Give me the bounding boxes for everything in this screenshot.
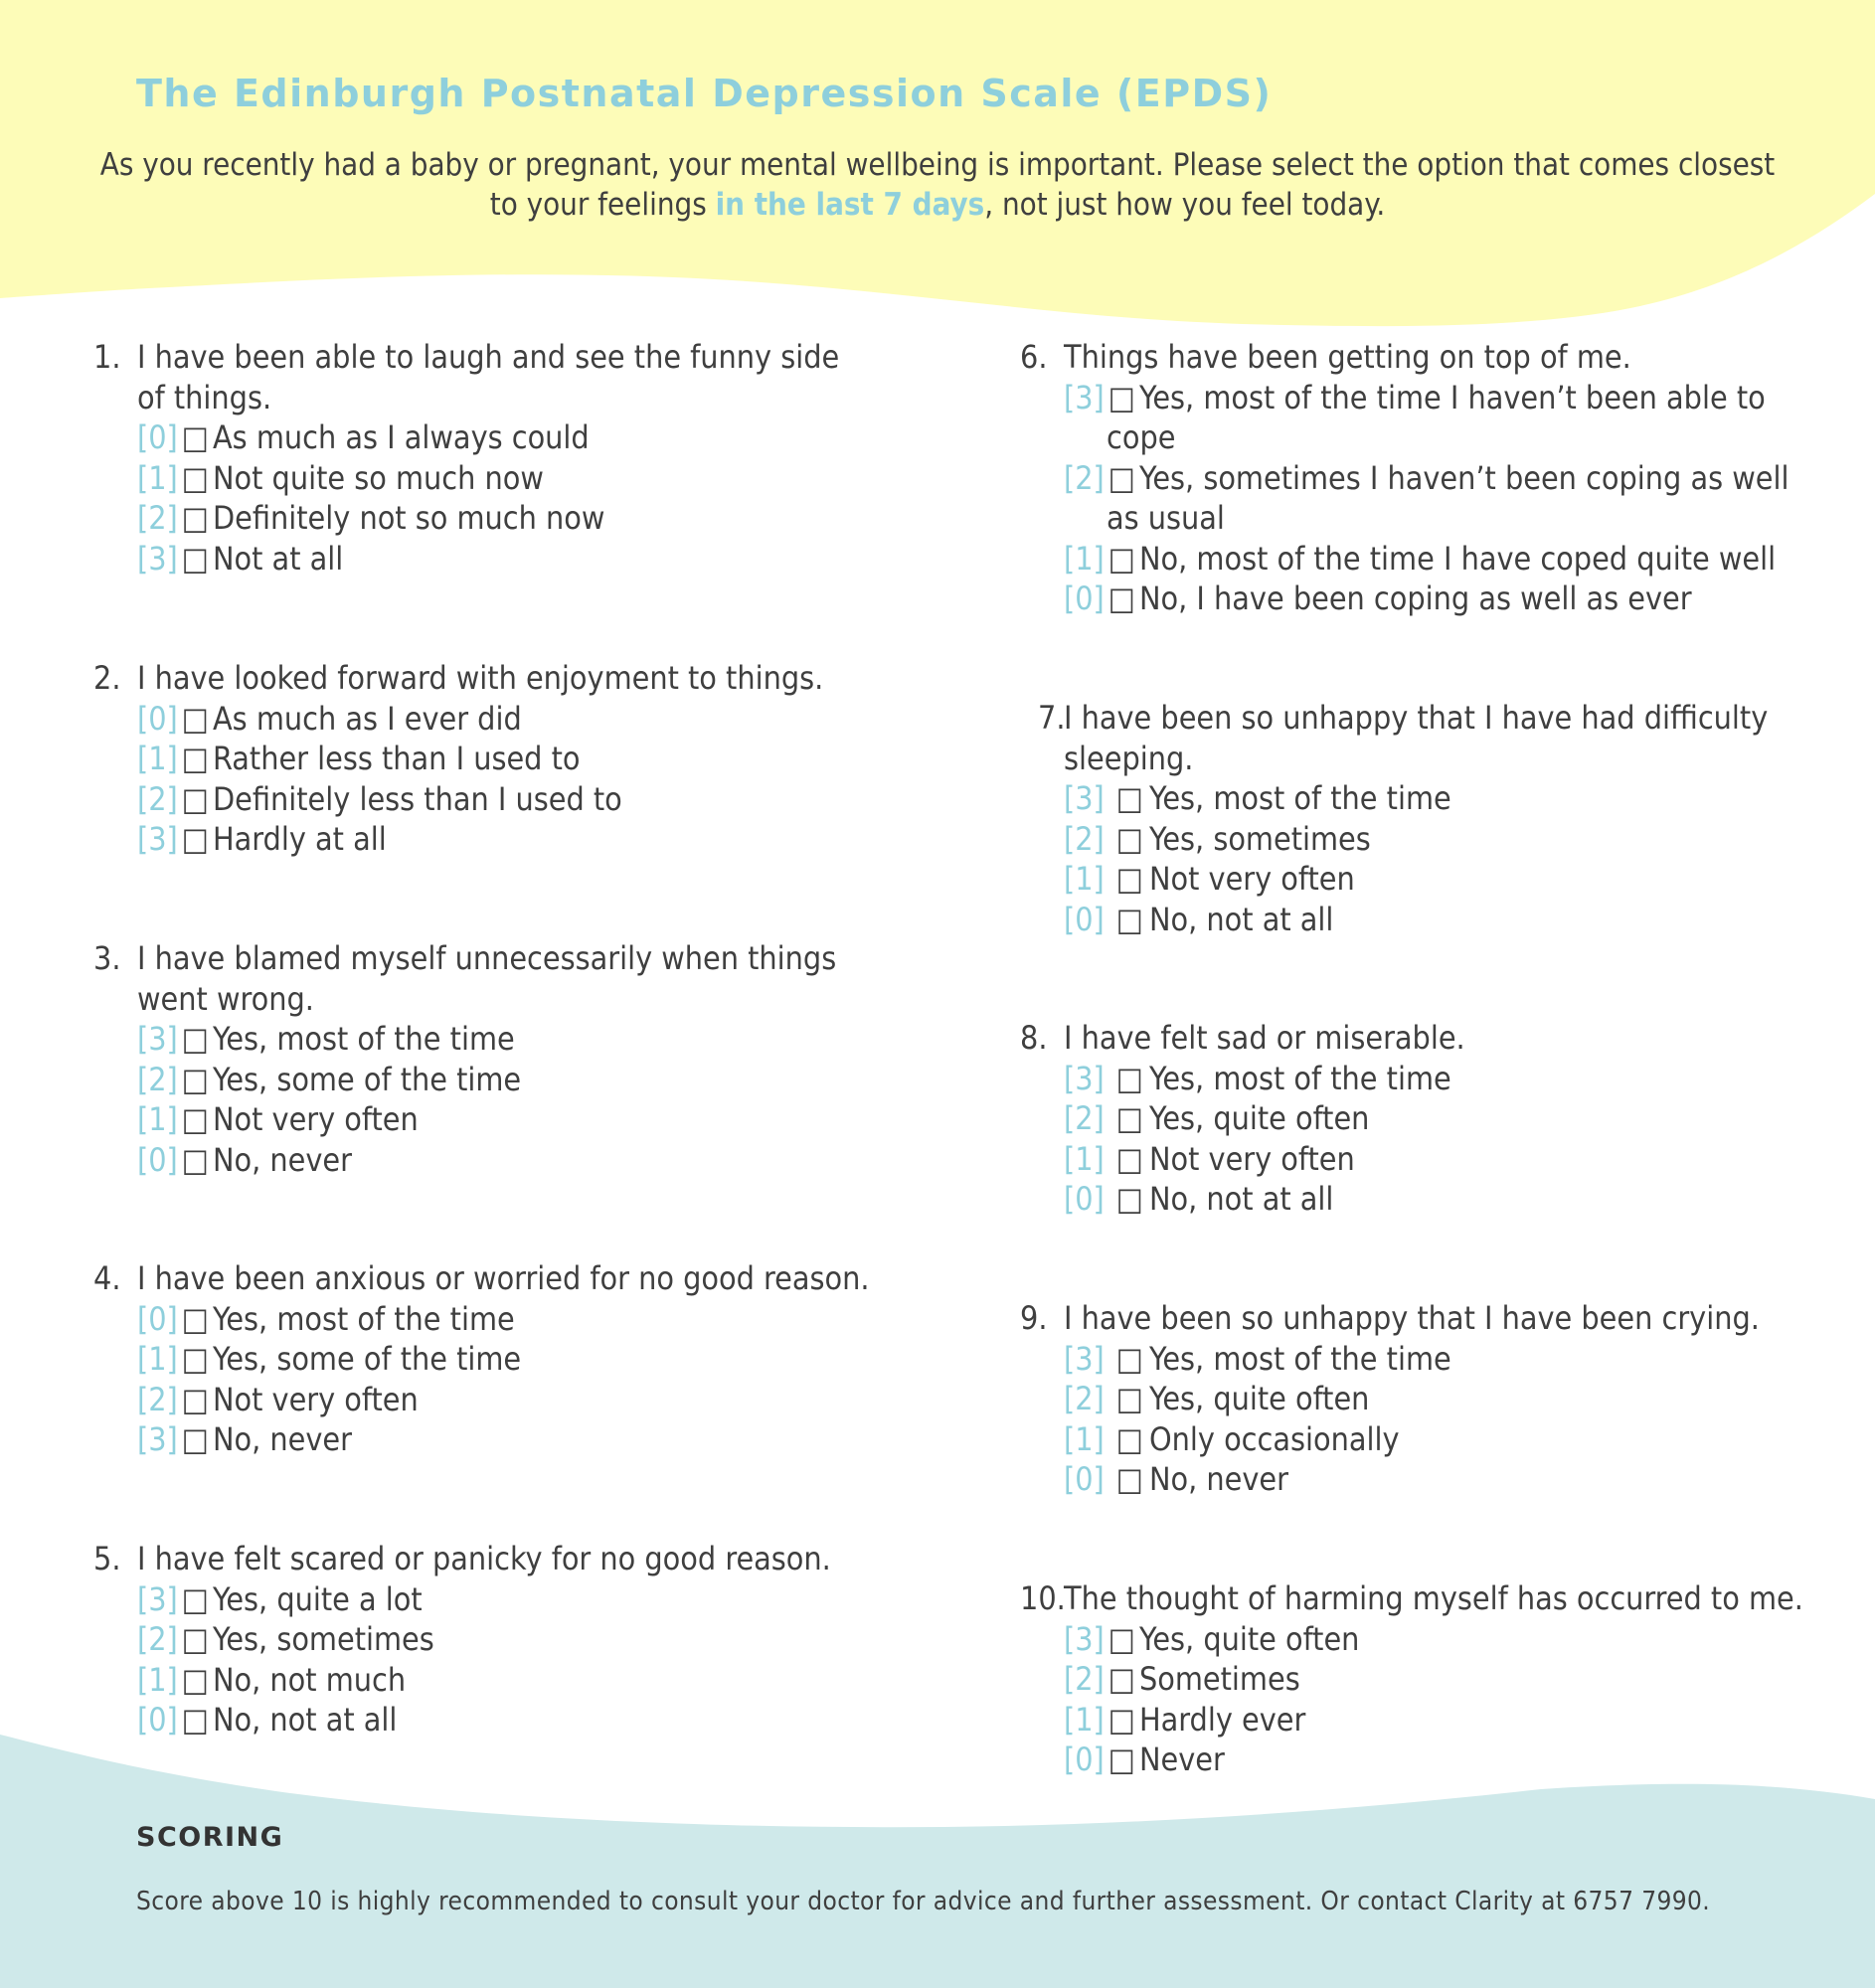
intro-text <box>99 145 1776 225</box>
checkbox-icon[interactable]: □ <box>181 1620 209 1658</box>
answer-option[interactable] <box>1020 539 1815 580</box>
option-score: [3] <box>137 1579 178 1618</box>
checkbox-icon[interactable]: □ <box>1108 1700 1135 1739</box>
checkbox-icon[interactable]: □ <box>181 499 209 537</box>
answer-option[interactable] <box>93 1419 889 1460</box>
checkbox-icon[interactable]: □ <box>181 699 209 738</box>
question-text: I have been so unhappy that I have had difficulty sleeping. <box>1064 699 1769 777</box>
option-score: [0] <box>137 1299 178 1338</box>
option-label: Yes, quite often <box>1138 1619 1360 1658</box>
option-score: [3] <box>1064 1339 1105 1378</box>
question-5 <box>93 1539 869 1740</box>
option-label: Not very often <box>1148 1139 1355 1178</box>
option-score: [2] <box>1064 458 1105 497</box>
option-label: Yes, some of the time <box>212 1060 522 1098</box>
question-2 <box>93 658 869 860</box>
option-score: [0] <box>1064 580 1105 617</box>
question-text: Things have been getting on top of me. <box>1064 338 1631 376</box>
checkbox-icon[interactable]: □ <box>1108 378 1135 416</box>
option-label: No, not at all <box>1148 1180 1334 1218</box>
checkbox-icon[interactable]: □ <box>181 1660 209 1699</box>
answer-option[interactable] <box>1020 1459 1795 1500</box>
checkbox-icon[interactable]: □ <box>181 1140 209 1179</box>
question-6 <box>1020 337 1815 619</box>
answer-option[interactable] <box>93 1060 869 1100</box>
page-title: The Edinburgh Postnatal Depression Scale (EPDS) <box>136 72 1273 115</box>
question-text: I have blamed myself unnecessarily when things went wrong. <box>137 939 837 1018</box>
question-prompt <box>93 337 869 417</box>
checkbox-icon[interactable]: □ <box>181 1420 209 1458</box>
question-text: I have felt scared or panicky for no good reason. <box>137 1540 831 1577</box>
answer-option[interactable] <box>1038 819 1813 860</box>
answer-option[interactable] <box>1038 778 1813 819</box>
question-prompt <box>1020 337 1815 378</box>
question-number: 1. <box>93 338 121 376</box>
question-prompt <box>93 938 869 1019</box>
checkbox-icon[interactable]: □ <box>181 820 209 858</box>
scoring-text: Score above 10 is highly recommended to consult your doctor for advice and further assessment. Or contact Clarity at 6757 7990. <box>136 1887 1711 1916</box>
question-number: 2. <box>93 659 121 697</box>
answer-option[interactable] <box>93 1019 869 1060</box>
question-text: I have been anxious or worried for no good reason. <box>137 1259 870 1297</box>
question-prompt <box>1020 1018 1795 1059</box>
checkbox-icon[interactable]: □ <box>1115 1380 1143 1417</box>
option-score: [2] <box>137 1620 178 1658</box>
option-label: Yes, most of the time <box>1148 1339 1451 1378</box>
question-prompt <box>1020 1578 1845 1619</box>
checkbox-icon[interactable]: □ <box>1115 779 1143 817</box>
question-number: 8. <box>1020 1019 1048 1057</box>
answer-option[interactable] <box>93 1579 869 1620</box>
checkbox-icon[interactable]: □ <box>181 1100 209 1138</box>
option-label: Yes, sometimes <box>212 1620 434 1658</box>
checkbox-icon[interactable]: □ <box>1115 1339 1143 1378</box>
answer-option[interactable] <box>93 1700 869 1740</box>
option-score: [1] <box>137 458 178 497</box>
question-prompt <box>1020 1298 1795 1339</box>
answer-option[interactable] <box>1020 1379 1795 1419</box>
checkbox-icon[interactable]: □ <box>181 539 209 578</box>
checkbox-icon[interactable]: □ <box>181 1701 209 1739</box>
option-score: [2] <box>137 499 178 537</box>
option-score: [1] <box>1064 1139 1105 1178</box>
option-label: No, never <box>212 1420 352 1458</box>
checkbox-icon[interactable]: □ <box>1115 1139 1143 1178</box>
option-score: [3] <box>1064 378 1105 416</box>
answer-option[interactable] <box>1020 579 1815 619</box>
intro-highlight: in the last 7 days <box>715 187 985 223</box>
option-score: [2] <box>1064 1660 1105 1698</box>
option-score: [1] <box>1064 1700 1105 1739</box>
answer-option[interactable] <box>93 417 869 458</box>
answer-option[interactable] <box>1020 1139 1795 1180</box>
option-score: [0] <box>1064 1180 1105 1218</box>
answer-option[interactable] <box>1020 1700 1845 1740</box>
question-prompt <box>93 1539 869 1579</box>
option-label: Yes, sometimes I haven’t been coping as well as usual <box>1107 458 1790 537</box>
checkbox-icon[interactable]: □ <box>181 1020 209 1058</box>
checkbox-icon[interactable]: □ <box>1115 1059 1143 1097</box>
option-label: No, never <box>212 1140 352 1179</box>
option-label: Yes, quite a lot <box>212 1579 423 1618</box>
option-label: As much as I ever did <box>212 699 522 738</box>
question-number: 7. <box>1038 699 1066 737</box>
option-score: [0] <box>1064 1740 1105 1778</box>
checkbox-icon[interactable]: □ <box>1115 1419 1143 1458</box>
option-label: No, never <box>1148 1460 1288 1498</box>
answer-option[interactable] <box>1020 1098 1795 1139</box>
answer-option[interactable] <box>93 539 869 580</box>
option-score: [3] <box>1064 1619 1105 1658</box>
option-score: [2] <box>1064 1380 1105 1417</box>
option-score: [0] <box>137 1701 178 1739</box>
checkbox-icon[interactable]: □ <box>1108 539 1135 578</box>
option-score: [1] <box>137 740 178 777</box>
question-1 <box>93 337 869 579</box>
option-label: Definitely not so much now <box>212 499 605 537</box>
question-text: The thought of harming myself has occurred to me. <box>1064 1579 1803 1617</box>
question-4 <box>93 1258 889 1460</box>
answer-option[interactable] <box>1020 1059 1795 1099</box>
option-label: Not very often <box>1148 860 1355 898</box>
answer-option[interactable] <box>1020 1659 1845 1700</box>
question-number: 5. <box>93 1540 121 1577</box>
checkbox-icon[interactable]: □ <box>181 779 209 818</box>
question-9 <box>1020 1298 1795 1500</box>
checkbox-icon[interactable]: □ <box>1108 1740 1135 1778</box>
scoring-heading: SCORING <box>136 1822 284 1853</box>
option-label: As much as I always could <box>212 418 590 456</box>
option-label: Not at all <box>212 539 344 578</box>
checkbox-icon[interactable]: □ <box>1108 458 1135 497</box>
option-label: No, not much <box>212 1660 407 1699</box>
question-text: I have been able to laugh and see the funny side of things. <box>137 338 840 416</box>
checkbox-icon[interactable]: □ <box>181 1380 209 1418</box>
answer-option[interactable] <box>93 1140 869 1181</box>
intro-text-before: As you recently had a baby or pregnant, your mental wellbeing is important. Please select the option that comes closest to your feelings <box>99 147 1776 223</box>
checkbox-icon[interactable]: □ <box>1115 1099 1143 1137</box>
option-score: [0] <box>137 699 178 738</box>
question-prompt <box>1038 698 1813 778</box>
option-label: Rather less than I used to <box>212 740 581 777</box>
checkbox-icon[interactable]: □ <box>1115 1460 1143 1498</box>
option-score: [1] <box>137 1100 178 1138</box>
option-label: Only occasionally <box>1148 1419 1400 1458</box>
option-score: [3] <box>1064 779 1105 817</box>
option-score: [1] <box>137 1660 178 1699</box>
question-7 <box>1038 698 1813 939</box>
option-label: Never <box>1138 1740 1225 1778</box>
option-label: No, not at all <box>212 1701 398 1739</box>
checkbox-icon[interactable]: □ <box>181 458 209 497</box>
question-text: I have looked forward with enjoyment to things. <box>137 659 824 697</box>
option-label: Hardly at all <box>212 820 387 858</box>
checkbox-icon[interactable]: □ <box>1115 819 1143 858</box>
checkbox-icon[interactable]: □ <box>181 1579 209 1618</box>
option-label: Yes, most of the time <box>1148 779 1451 817</box>
question-number: 10. <box>1020 1579 1066 1617</box>
checkbox-icon[interactable]: □ <box>1108 1619 1135 1658</box>
answer-option[interactable] <box>1020 458 1815 539</box>
option-label: No, not at all <box>1148 900 1334 938</box>
checkbox-icon[interactable]: □ <box>181 418 209 456</box>
question-text: I have felt sad or miserable. <box>1064 1019 1465 1057</box>
answer-option[interactable] <box>1038 859 1813 900</box>
option-label: Yes, some of the time <box>212 1340 522 1378</box>
option-label: Not very often <box>212 1100 419 1138</box>
answer-option[interactable] <box>93 699 869 740</box>
checkbox-icon[interactable]: □ <box>1108 1660 1135 1698</box>
question-number: 6. <box>1020 338 1048 376</box>
intro-text-after: , not just how you feel today. <box>984 187 1386 223</box>
option-label: Sometimes <box>1138 1660 1300 1698</box>
answer-option[interactable] <box>1020 1740 1845 1780</box>
question-text: I have been so unhappy that I have been crying. <box>1064 1299 1760 1337</box>
option-score: [2] <box>1064 1099 1105 1137</box>
checkbox-icon[interactable]: □ <box>181 740 209 777</box>
checkbox-icon[interactable]: □ <box>181 1299 209 1338</box>
answer-option[interactable] <box>1020 1619 1845 1660</box>
answer-option[interactable] <box>93 1339 889 1380</box>
option-score: [2] <box>137 1060 178 1098</box>
option-score: [3] <box>137 1020 178 1058</box>
option-label: Not quite so much now <box>212 458 544 497</box>
option-score: [2] <box>1064 819 1105 858</box>
option-label: Yes, most of the time I haven’t been able to cope <box>1107 378 1766 456</box>
answer-option[interactable] <box>93 819 869 860</box>
question-number: 4. <box>93 1259 121 1297</box>
option-score: [0] <box>137 418 178 456</box>
option-label: Yes, sometimes <box>1148 819 1371 858</box>
answer-option[interactable] <box>1020 378 1815 458</box>
option-score: [3] <box>1064 1059 1105 1097</box>
answer-option[interactable] <box>93 1619 869 1660</box>
option-label: No, I have been coping as well as ever <box>1138 580 1692 617</box>
option-label: Yes, quite often <box>1148 1099 1370 1137</box>
question-number: 9. <box>1020 1299 1048 1337</box>
option-label: No, most of the time I have coped quite well <box>1138 539 1777 578</box>
option-score: [2] <box>137 1380 178 1418</box>
option-label: Yes, most of the time <box>1148 1059 1451 1097</box>
option-score: [1] <box>1064 539 1105 578</box>
option-score: [0] <box>1064 1460 1105 1498</box>
option-score: [0] <box>1064 900 1105 938</box>
answer-option[interactable] <box>93 779 869 820</box>
question-10 <box>1020 1578 1845 1780</box>
checkbox-icon[interactable]: □ <box>1115 900 1143 938</box>
option-score: [3] <box>137 1420 178 1458</box>
checkbox-icon[interactable]: □ <box>1115 1180 1143 1218</box>
option-score: [1] <box>1064 860 1105 898</box>
answer-option[interactable] <box>1038 900 1813 940</box>
checkbox-icon[interactable]: □ <box>181 1340 209 1378</box>
option-label: Yes, quite often <box>1148 1380 1370 1417</box>
question-prompt <box>93 658 869 699</box>
checkbox-icon[interactable]: □ <box>181 1060 209 1098</box>
option-score: [2] <box>137 779 178 818</box>
question-8 <box>1020 1018 1795 1220</box>
answer-option[interactable] <box>1020 1179 1795 1220</box>
option-label: Not very often <box>212 1380 419 1418</box>
answer-option[interactable] <box>1020 1339 1795 1380</box>
option-score: [1] <box>137 1340 178 1378</box>
answer-option[interactable] <box>93 458 869 499</box>
question-number: 3. <box>93 939 121 977</box>
answer-option[interactable] <box>1020 1419 1795 1460</box>
option-score: [0] <box>137 1140 178 1179</box>
answer-option[interactable] <box>93 498 869 539</box>
answer-option[interactable] <box>93 1099 869 1140</box>
answer-option[interactable] <box>93 1660 869 1701</box>
option-label: Hardly ever <box>1138 1700 1306 1739</box>
option-score: [3] <box>137 539 178 578</box>
answer-option[interactable] <box>93 1299 889 1340</box>
answer-option[interactable] <box>93 1380 889 1420</box>
option-score: [3] <box>137 820 178 858</box>
question-prompt <box>93 1258 889 1299</box>
checkbox-icon[interactable]: □ <box>1115 860 1143 898</box>
option-score: [1] <box>1064 1419 1105 1458</box>
option-label: Yes, most of the time <box>212 1299 515 1338</box>
checkbox-icon[interactable]: □ <box>1108 580 1135 617</box>
option-label: Yes, most of the time <box>212 1020 515 1058</box>
option-label: Definitely less than I used to <box>212 779 622 818</box>
answer-option[interactable] <box>93 739 869 779</box>
question-3 <box>93 938 869 1180</box>
